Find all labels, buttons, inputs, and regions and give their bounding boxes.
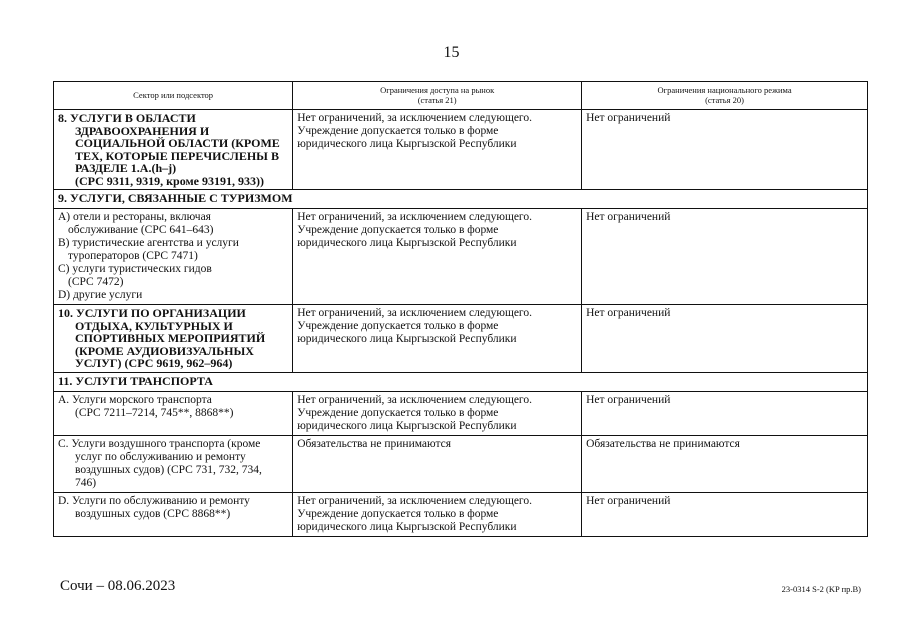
table-row [54, 492, 868, 536]
sector-cell: A) отели и рестораны, включая обслуживание (СРС 641–643) B) туристические агентства и услуги туроператоров (СРС 7471) C) услуги туристических гидов (СРС 7472) D) другие услуги [54, 209, 293, 305]
header-market-access: Ограничения доступа на рынок (статья 21) [293, 82, 582, 110]
market-access-cell: Нет ограничений, за исключением следующего. Учреждение допускается только в форме юридического лица Кыргызской Республики [293, 110, 582, 190]
national-treatment-cell: Нет ограничений [582, 305, 868, 373]
footer-place-date: Сочи – 08.06.2023 [60, 578, 176, 594]
market-access-cell: Нет ограничений, за исключением следующего. Учреждение допускается только в форме юридического лица Кыргызской Республики [293, 492, 582, 536]
table-row [54, 435, 868, 492]
market-access-cell: Нет ограничений, за исключением следующего. Учреждение допускается только в форме юридического лица Кыргызской Республики [293, 209, 582, 305]
market-access-cell: Нет ограничений, за исключением следующего. Учреждение допускается только в форме юридического лица Кыргызской Республики [293, 391, 582, 435]
section-heading: 9. УСЛУГИ, СВЯЗАННЫЕ С ТУРИЗМОМ [54, 190, 868, 209]
page-number: 15 [443, 44, 460, 61]
table-row [54, 305, 868, 373]
national-treatment-cell: Обязательства не принимаются [582, 435, 868, 492]
sector-cell: A. Услуги морского транспорта (СРС 7211–7214, 745**, 8868**) [54, 391, 293, 435]
market-access-cell: Обязательства не принимаются [293, 435, 582, 492]
national-treatment-cell: Нет ограничений [582, 492, 868, 536]
table-row [54, 209, 868, 305]
market-access-cell: Нет ограничений, за исключением следующего. Учреждение допускается только в форме юридического лица Кыргызской Республики [293, 305, 582, 373]
table-row [54, 391, 868, 435]
section-heading: 11. УСЛУГИ ТРАНСПОРТА [54, 372, 868, 391]
national-treatment-cell: Нет ограничений [582, 110, 868, 190]
sector-cell: C. Услуги воздушного транспорта (кроме услуг по обслуживанию и ремонту воздушных судов) (СРС 731, 732, 734, 746) [54, 435, 293, 492]
national-treatment-cell: Нет ограничений [582, 209, 868, 305]
national-treatment-cell: Нет ограничений [582, 391, 868, 435]
header-row [54, 82, 868, 110]
footer-doc-code: 23-0314 S-2 (KP пр.B) [781, 584, 861, 594]
sector-cell: 8. УСЛУГИ В ОБЛАСТИ ЗДРАВООХРАНЕНИЯ И СОЦИАЛЬНОЙ ОБЛАСТИ (КРОМЕ ТЕХ, КОТОРЫЕ ПЕРЕЧИСЛЕНЫ В РАЗДЕЛЕ 1.А.(h–j) (СРС 9311, 9319, кроме 93191, 933)) [54, 110, 293, 190]
header-national-treatment: Ограничения национального режима (статья 20) [582, 82, 868, 110]
sector-cell: 10. УСЛУГИ ПО ОРГАНИЗАЦИИ ОТДЫХА, КУЛЬТУРНЫХ И СПОРТИВНЫХ МЕРОПРИЯТИЙ (КРОМЕ АУДИОВИЗУАЛЬНЫХ УСЛУГ) (СРС 9619, 962–964) [54, 305, 293, 373]
sector-cell: D. Услуги по обслуживанию и ремонту воздушных судов (СРС 8868**) [54, 492, 293, 536]
table-row [54, 110, 868, 190]
section-heading-row [54, 372, 868, 391]
schedule-table [53, 81, 868, 537]
section-heading-row [54, 190, 868, 209]
header-sector: Сектор или подсектор [54, 82, 293, 110]
